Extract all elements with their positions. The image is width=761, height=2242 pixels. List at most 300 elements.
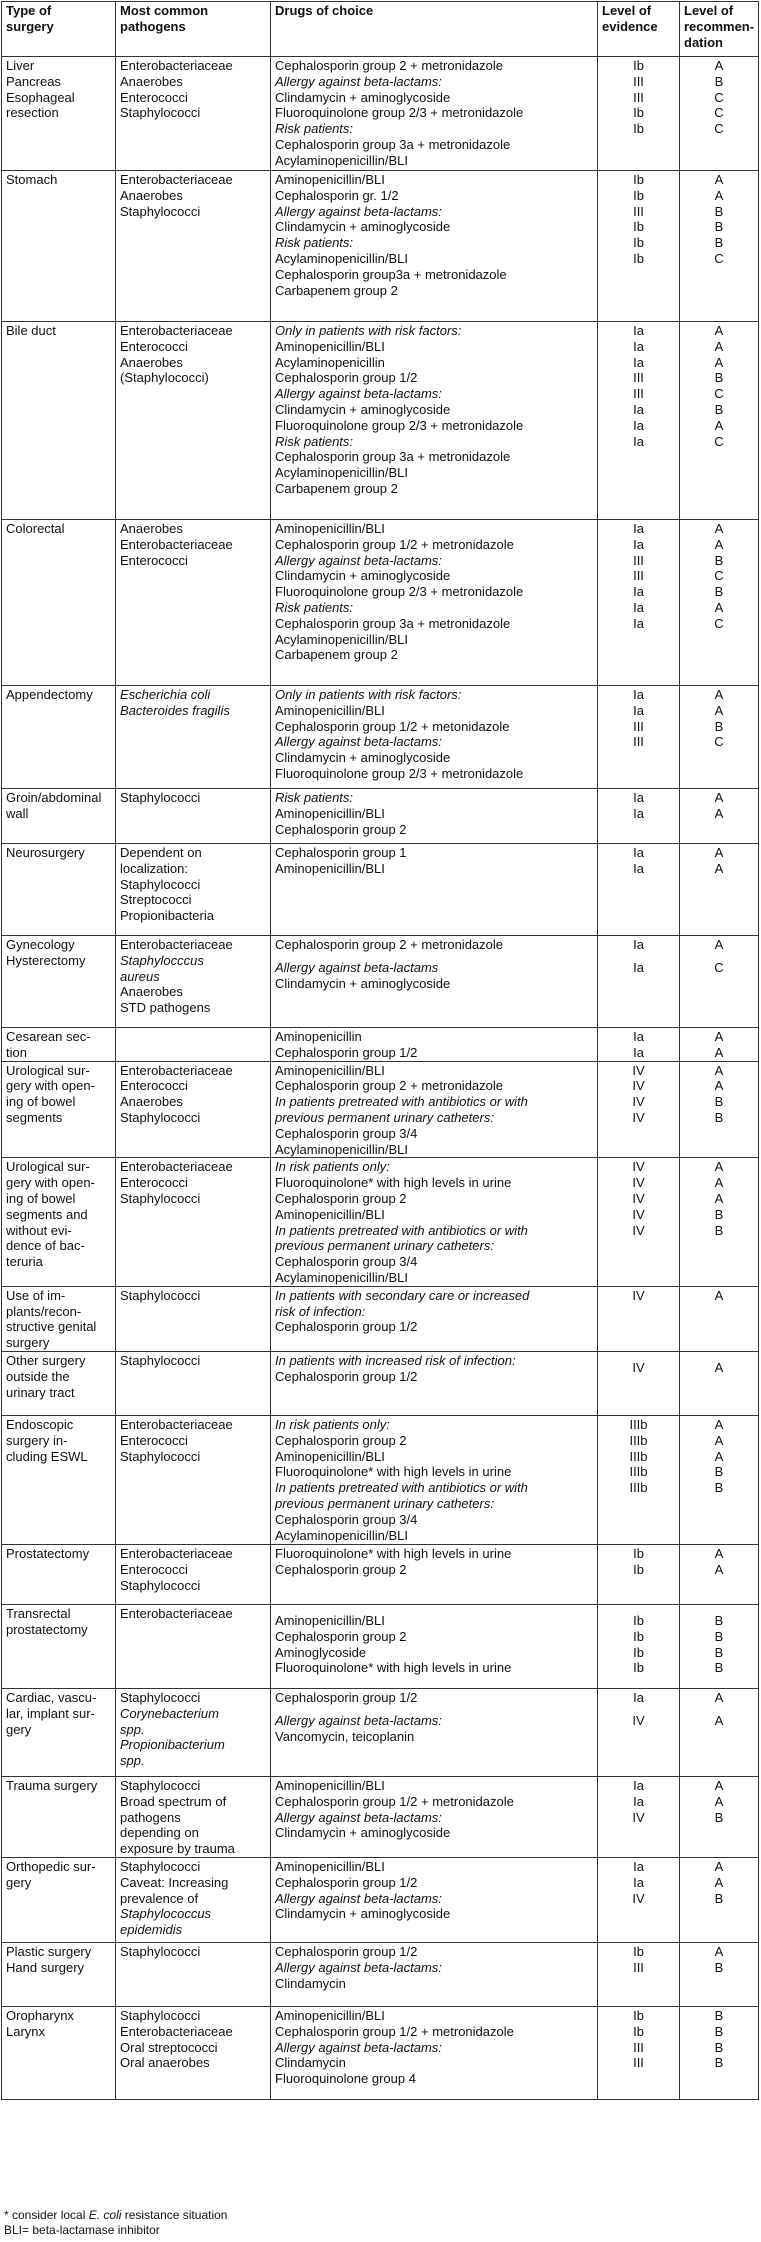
- table-row: [2, 1688, 759, 1776]
- drug-line: Acylaminopenicillin/BLI: [275, 631, 408, 647]
- surgery-line: Cesarean sec-: [6, 1029, 91, 1044]
- evidence-cell: [598, 1688, 680, 1776]
- header-type-of-surgery: Type of surgery: [2, 2, 116, 57]
- recommendation-cell: [680, 686, 759, 789]
- surgery-line: Hand surgery: [6, 1959, 85, 1975]
- recommendation-level: C: [714, 105, 724, 121]
- evidence-cell: [598, 1061, 680, 1158]
- table-row: [2, 1544, 759, 1604]
- drugs-cell: [271, 1776, 598, 1857]
- pathogen-line: prevalence of: [120, 1890, 199, 1906]
- pathogen-line: Staphylococci: [120, 1448, 201, 1464]
- surgery-cell: [2, 1351, 116, 1415]
- recommendation-level: B: [714, 1206, 724, 1222]
- header-level-of-evidence: Level of evidence: [598, 2, 680, 57]
- surgery-cell: [2, 2006, 116, 2099]
- drugs-cell: [271, 1604, 598, 1688]
- recommendation-level: B: [714, 1644, 724, 1660]
- recommendation-level: B: [714, 401, 724, 417]
- evidence-level: III: [633, 718, 644, 734]
- pathogen-line: Enterobacteriaceae: [120, 1545, 233, 1561]
- recommendation-level: A: [714, 417, 724, 433]
- evidence-level: Ia: [633, 1793, 644, 1809]
- surgery-line: cluding ESWL: [6, 1448, 88, 1464]
- pathogen-line: spp.: [120, 1721, 145, 1737]
- drugs-cell: [271, 1028, 598, 1062]
- evidence-cell: [598, 1544, 680, 1604]
- spacer: [275, 1606, 593, 1613]
- table-body: [2, 57, 759, 2100]
- evidence-level: Ia: [633, 1777, 644, 1793]
- drugs-cell: [271, 1857, 598, 1942]
- drug-line: Carbapenem group 2: [275, 282, 398, 298]
- drug-line: Cephalosporin group 2: [275, 1190, 407, 1206]
- drug-line: Cephalosporin group 3/4: [275, 1254, 418, 1270]
- drug-condition: Allergy against beta-lactams:: [275, 73, 442, 89]
- recommendation-cell: [680, 1061, 759, 1158]
- recommendation-level: B: [714, 1094, 724, 1110]
- drug-line: Cephalosporin group 3a + metronidazole: [275, 136, 511, 152]
- evidence-cell: [598, 1158, 680, 1286]
- pathogen-line: depending on: [120, 1825, 199, 1841]
- evidence-level: IIIb: [629, 1448, 648, 1464]
- pathogen-line: Propionibacterium: [120, 1737, 225, 1753]
- evidence-level: Ia: [633, 599, 644, 615]
- pathogen-line: Staphylococci: [120, 105, 201, 121]
- evidence-level: Ib: [633, 187, 644, 203]
- pathogen-line: Enterococci: [120, 1078, 188, 1094]
- drug-condition: Allergy against beta-lactams:: [275, 734, 442, 750]
- evidence-level: IIIb: [629, 1416, 648, 1432]
- spacer: [275, 953, 593, 960]
- evidence-level: III: [633, 1959, 644, 1975]
- evidence-level: Ia: [633, 433, 644, 449]
- spacer: [684, 1606, 754, 1613]
- surgery-line: plants/recon-: [6, 1303, 82, 1319]
- evidence-cell: [598, 2006, 680, 2099]
- pathogens-cell: [116, 936, 271, 1028]
- pathogens-cell: [116, 322, 271, 520]
- evidence-level: Ia: [633, 1044, 644, 1060]
- recommendation-cell: [680, 936, 759, 1028]
- recommendation-level: A: [714, 536, 724, 552]
- pathogen-line: Staphylococci: [120, 1577, 201, 1593]
- evidence-level: IV: [632, 1190, 645, 1206]
- pathogen-line: Enterococci: [120, 1175, 188, 1191]
- pathogens-cell: [116, 1688, 271, 1776]
- recommendation-cell: [680, 1776, 759, 1857]
- drug-line: Acylaminopenicillin/BLI: [275, 250, 408, 266]
- pathogen-line: Anaerobes: [120, 521, 183, 536]
- spacer: [275, 1706, 593, 1713]
- recommendation-level: B: [714, 2007, 724, 2023]
- drug-line: Aminopenicillin/BLI: [275, 1777, 385, 1793]
- recommendation-level: C: [714, 433, 724, 449]
- evidence-level: Ia: [633, 1858, 644, 1874]
- pathogen-line: Enterobacteriaceae: [120, 58, 233, 73]
- recommendation-level: A: [714, 354, 724, 370]
- pathogen-line: Staphylococci: [120, 1287, 201, 1303]
- recommendation-cell: [680, 1942, 759, 2006]
- drug-line: Aminopenicillin: [275, 1029, 362, 1044]
- drug-line: Acylaminopenicillin/BLI: [275, 465, 408, 481]
- pathogen-line: Propionibacteria: [120, 908, 214, 924]
- pathogen-line: Staphylococcus: [120, 1906, 212, 1922]
- recommendation-level: A: [714, 1874, 724, 1890]
- evidence-level: Ia: [633, 615, 644, 631]
- pathogens-cell: [116, 1544, 271, 1604]
- drug-line: Cephalosporin group 1/2 + metronidazole: [275, 2023, 514, 2039]
- antibiotic-prophylaxis-table: [1, 1, 759, 2100]
- evidence-level: Ib: [633, 1561, 644, 1577]
- surgery-line: gery: [6, 1721, 32, 1737]
- drug-line: Acylaminopenicillin/BLI: [275, 1141, 408, 1157]
- pathogen-line: Staphylocccus: [120, 952, 204, 968]
- recommendation-level: A: [714, 1044, 724, 1060]
- spacer: [684, 1353, 754, 1360]
- evidence-level: Ia: [633, 845, 644, 860]
- drug-line: Cephalosporin group 1/2: [275, 1874, 418, 1890]
- table-row: [2, 936, 759, 1028]
- table-row: [2, 1857, 759, 1942]
- pathogen-line: Enterococci: [120, 1432, 188, 1448]
- pathogen-line: pathogens: [120, 1809, 181, 1825]
- evidence-level: Ia: [633, 937, 644, 952]
- recommendation-cell: [680, 520, 759, 686]
- evidence-level: Ib: [633, 2007, 644, 2023]
- pathogen-line: Staphylococci: [120, 790, 201, 805]
- pathogen-line: spp.: [120, 1753, 145, 1769]
- pathogen-line: Anaerobes: [120, 984, 183, 1000]
- recommendation-level: B: [714, 1809, 724, 1825]
- drug-condition: In patients with secondary care or increased: [275, 1287, 530, 1303]
- drug-line: Aminopenicillin/BLI: [275, 1858, 385, 1874]
- drug-line: Clindamycin: [275, 2055, 346, 2071]
- pathogen-line: Oral anaerobes: [120, 2055, 210, 2071]
- surgery-line: Use of im-: [6, 1287, 66, 1303]
- surgery-line: Urological sur-: [6, 1159, 90, 1175]
- evidence-level: Ia: [633, 354, 644, 370]
- recommendation-level: A: [714, 521, 724, 536]
- evidence-level: Ia: [633, 1874, 644, 1890]
- recommendation-level: B: [714, 1222, 724, 1238]
- drug-line: Clindamycin + aminoglycoside: [275, 401, 451, 417]
- pathogen-line: Broad spectrum of: [120, 1793, 227, 1809]
- pathogen-line: Enterococci: [120, 552, 188, 568]
- header-drugs-of-choice: Drugs of choice: [271, 2, 598, 57]
- surgery-line: Oropharynx: [6, 2007, 74, 2023]
- spacer: [602, 1353, 675, 1360]
- pathogen-line: Staphylococci: [120, 1777, 201, 1793]
- recommendation-level: A: [714, 1545, 724, 1561]
- recommendation-level: A: [714, 805, 724, 821]
- drug-line: Carbapenem group 2: [275, 647, 398, 663]
- surgery-line: without evi-: [6, 1222, 72, 1238]
- surgery-line: Prostatectomy: [6, 1545, 90, 1561]
- drug-line: Cephalosporin group 3a + metronidazole: [275, 615, 511, 631]
- evidence-level: Ib: [633, 219, 644, 235]
- evidence-level: IIIb: [629, 1464, 648, 1480]
- drugs-cell: [271, 57, 598, 171]
- pathogens-cell: [116, 1942, 271, 2006]
- recommendation-level: B: [714, 73, 724, 89]
- evidence-level: IV: [632, 1175, 645, 1191]
- drug-condition: risk of infection:: [275, 1303, 366, 1319]
- pathogens-cell: [116, 686, 271, 789]
- pathogen-line: Staphylococci: [120, 1190, 201, 1206]
- recommendation-level: B: [714, 2039, 724, 2055]
- surgery-line: Esophageal: [6, 89, 75, 105]
- evidence-cell: [598, 1776, 680, 1857]
- pathogens-cell: [116, 520, 271, 686]
- drug-condition: In patients pretreated with antibiotics or with: [275, 1480, 528, 1496]
- recommendation-level: B: [714, 370, 724, 386]
- surgery-line: prostatectomy: [6, 1621, 88, 1637]
- recommendation-level: A: [714, 1432, 724, 1448]
- drug-line: Aminopenicillin/BLI: [275, 1612, 385, 1628]
- recommendation-level: B: [714, 2023, 724, 2039]
- drugs-cell: [271, 322, 598, 520]
- recommendation-level: A: [714, 1943, 724, 1959]
- recommendation-level: A: [714, 687, 724, 702]
- pathogen-line: Staphylococci: [120, 203, 201, 219]
- drugs-cell: [271, 1544, 598, 1604]
- pathogen-line: Enterobacteriaceae: [120, 2023, 233, 2039]
- table-row: [2, 1351, 759, 1415]
- evidence-level: III: [633, 568, 644, 584]
- recommendation-cell: [680, 1158, 759, 1286]
- pathogen-line: Enterobacteriaceae: [120, 937, 233, 952]
- drug-line: Fluoroquinolone* with high levels in urine: [275, 1660, 512, 1676]
- recommendation-level: A: [714, 338, 724, 354]
- drug-line: Clindamycin + aminoglycoside: [275, 219, 451, 235]
- surgery-cell: [2, 1028, 116, 1062]
- table-row: [2, 1776, 759, 1857]
- table-row: [2, 789, 759, 844]
- drug-line: Acylaminopenicillin: [275, 354, 385, 370]
- recommendation-level: A: [714, 1029, 724, 1044]
- drug-line: Clindamycin + aminoglycoside: [275, 750, 451, 766]
- drugs-cell: [271, 1415, 598, 1544]
- drug-line: Acylaminopenicillin/BLI: [275, 1269, 408, 1285]
- surgery-line: Liver: [6, 58, 35, 73]
- drug-line: Cephalosporin group 1/2: [275, 1044, 418, 1060]
- pathogen-line: Enterococci: [120, 338, 188, 354]
- recommendation-level: C: [714, 959, 724, 975]
- evidence-level: IV: [632, 1287, 645, 1303]
- drug-line: Cephalosporin group 1/2: [275, 370, 418, 386]
- drug-condition: Risk patients:: [275, 599, 354, 615]
- evidence-cell: [598, 936, 680, 1028]
- spacer: [275, 1385, 593, 1392]
- pathogens-cell: [116, 57, 271, 171]
- pathogens-cell: [116, 1857, 271, 1942]
- drug-line: Cephalosporin group 1/2 + metonidazole: [275, 718, 510, 734]
- drug-line: Carbapenem group 2: [275, 480, 398, 496]
- drug-condition: Allergy against beta-lactams:: [275, 552, 442, 568]
- recommendation-level: C: [714, 615, 724, 631]
- table-row: [2, 1942, 759, 2006]
- drug-line: Cephalosporin group 2 + metronidazole: [275, 58, 504, 73]
- pathogens-cell: [116, 171, 271, 322]
- recommendation-level: B: [714, 552, 724, 568]
- pathogen-line: Staphylococci: [120, 1352, 201, 1368]
- recommendation-cell: [680, 2006, 759, 2099]
- pathogens-cell: [116, 1776, 271, 1857]
- surgery-line: Endoscopic: [6, 1416, 74, 1432]
- recommendation-level: A: [714, 845, 724, 860]
- drugs-cell: [271, 936, 598, 1028]
- table-row: [2, 1415, 759, 1544]
- drug-condition: Allergy against beta-lactams: [275, 959, 439, 975]
- evidence-level: Ia: [633, 959, 644, 975]
- evidence-cell: [598, 1604, 680, 1688]
- evidence-cell: [598, 789, 680, 844]
- evidence-cell: [598, 171, 680, 322]
- drug-line: Clindamycin: [275, 1975, 346, 1991]
- surgery-cell: [2, 1544, 116, 1604]
- evidence-level: Ib: [633, 172, 644, 187]
- surgery-cell: [2, 1776, 116, 1857]
- drug-line: Cephalosporin group 1: [275, 845, 407, 860]
- table-row: [2, 1061, 759, 1158]
- header-level-of-recommendation: Level of recommen- dation: [680, 2, 759, 57]
- surgery-cell: [2, 936, 116, 1028]
- drug-line: Fluoroquinolone* with high levels in urine: [275, 1175, 512, 1191]
- recommendation-level: A: [714, 1190, 724, 1206]
- evidence-cell: [598, 686, 680, 789]
- pathogen-line: Staphylococci: [120, 1858, 201, 1874]
- pathogen-line: Enterobacteriaceae: [120, 323, 233, 338]
- header-row: [2, 2, 759, 57]
- evidence-level: III: [633, 89, 644, 105]
- drug-line: Fluoroquinolone group 2/3 + metronidazole: [275, 765, 524, 781]
- recommendation-level: B: [714, 1480, 724, 1496]
- drug-condition: Only in patients with risk factors:: [275, 687, 462, 702]
- recommendation-cell: [680, 1286, 759, 1351]
- pathogen-line: Staphylococci: [120, 1689, 201, 1705]
- pathogens-cell: [116, 1158, 271, 1286]
- recommendation-cell: [680, 1544, 759, 1604]
- recommendation-level: B: [714, 1109, 724, 1125]
- evidence-level: IV: [632, 1078, 645, 1094]
- table-row: [2, 844, 759, 936]
- drug-condition: Allergy against beta-lactams:: [275, 1809, 442, 1825]
- recommendation-level: B: [714, 203, 724, 219]
- drug-line: Fluoroquinolone group 2/3 + metronidazole: [275, 584, 524, 600]
- surgery-line: wall: [6, 805, 29, 821]
- recommendation-level: B: [714, 219, 724, 235]
- evidence-level: Ia: [633, 323, 644, 338]
- evidence-cell: [598, 520, 680, 686]
- drug-line: Cephalosporin group 2 + metronidazole: [275, 1078, 504, 1094]
- drug-line: Aminoglycoside: [275, 1644, 367, 1660]
- evidence-level: IIIb: [629, 1432, 648, 1448]
- pathogen-line: Caveat: Increasing: [120, 1874, 229, 1890]
- surgery-line: Stomach: [6, 172, 58, 187]
- pathogen-line: Enterobacteriaceae: [120, 1159, 233, 1175]
- drug-line: Fluoroquinolone* with high levels in urine: [275, 1545, 512, 1561]
- pathogen-line: Anaerobes: [120, 187, 183, 203]
- spacer: [602, 1706, 675, 1713]
- surgery-cell: [2, 789, 116, 844]
- pathogen-line: Escherichia coli: [120, 687, 211, 702]
- evidence-level: Ib: [633, 1644, 644, 1660]
- evidence-level: IV: [632, 1094, 645, 1110]
- drug-line: Clindamycin + aminoglycoside: [275, 1906, 451, 1922]
- recommendation-cell: [680, 844, 759, 936]
- recommendation-level: B: [714, 235, 724, 251]
- recommendation-level: B: [714, 2055, 724, 2071]
- pathogen-line: localization:: [120, 860, 188, 876]
- table-row: [2, 322, 759, 520]
- drug-line: Acylaminopenicillin/BLI: [275, 1527, 408, 1543]
- pathogen-line: exposure by trauma: [120, 1841, 235, 1857]
- table-row: [2, 57, 759, 171]
- evidence-level: IV: [632, 1359, 645, 1375]
- pathogen-line: Corynebacterium: [120, 1705, 219, 1721]
- evidence-level: Ia: [633, 401, 644, 417]
- evidence-level: Ib: [633, 2023, 644, 2039]
- pathogen-line: Staphylococci: [120, 1943, 201, 1959]
- drug-condition: Allergy against beta-lactams:: [275, 2039, 442, 2055]
- evidence-level: Ia: [633, 521, 644, 536]
- drug-condition: previous permanent urinary catheters:: [275, 1495, 494, 1511]
- table-row: [2, 520, 759, 686]
- recommendation-cell: [680, 1415, 759, 1544]
- drug-condition: Allergy against beta-lactams:: [275, 1890, 442, 1906]
- surgery-line: Trauma surgery: [6, 1777, 98, 1793]
- evidence-level: III: [633, 386, 644, 402]
- drug-line: Aminopenicillin/BLI: [275, 1062, 385, 1078]
- drugs-cell: [271, 844, 598, 936]
- recommendation-level: B: [714, 1959, 724, 1975]
- evidence-cell: [598, 1351, 680, 1415]
- evidence-level: IV: [632, 1206, 645, 1222]
- table-row: [2, 1028, 759, 1062]
- drug-line: Aminopenicillin/BLI: [275, 805, 385, 821]
- evidence-level: Ia: [633, 860, 644, 876]
- surgery-line: Gynecology: [6, 937, 75, 952]
- drug-line: Aminopenicillin/BLI: [275, 172, 385, 187]
- drugs-cell: [271, 1351, 598, 1415]
- pathogens-cell: [116, 1351, 271, 1415]
- evidence-level: Ia: [633, 417, 644, 433]
- recommendation-cell: [680, 1857, 759, 1942]
- recommendation-level: C: [714, 121, 724, 137]
- evidence-cell: [598, 57, 680, 171]
- recommendation-level: C: [714, 734, 724, 750]
- evidence-level: IV: [632, 1109, 645, 1125]
- evidence-level: Ia: [633, 687, 644, 702]
- drugs-cell: [271, 520, 598, 686]
- drug-line: Clindamycin + aminoglycoside: [275, 975, 451, 991]
- drugs-cell: [271, 1061, 598, 1158]
- drug-condition: In risk patients only:: [275, 1159, 390, 1175]
- pathogen-line: Bacteroides fragilis: [120, 702, 230, 718]
- drug-line: Cephalosporin group 2: [275, 821, 407, 837]
- drug-condition: Allergy against beta-lactams:: [275, 1959, 442, 1975]
- table-row: [2, 2006, 759, 2099]
- evidence-level: III: [633, 370, 644, 386]
- drug-line: Cephalosporin group 3/4: [275, 1125, 418, 1141]
- pathogens-cell: [116, 1415, 271, 1544]
- drug-line: Fluoroquinolone group 2/3 + metronidazole: [275, 417, 524, 433]
- pathogens-cell: [116, 1604, 271, 1688]
- surgery-line: ing of bowel: [6, 1094, 76, 1110]
- drugs-cell: [271, 789, 598, 844]
- drug-line: Aminopenicillin/BLI: [275, 2007, 385, 2023]
